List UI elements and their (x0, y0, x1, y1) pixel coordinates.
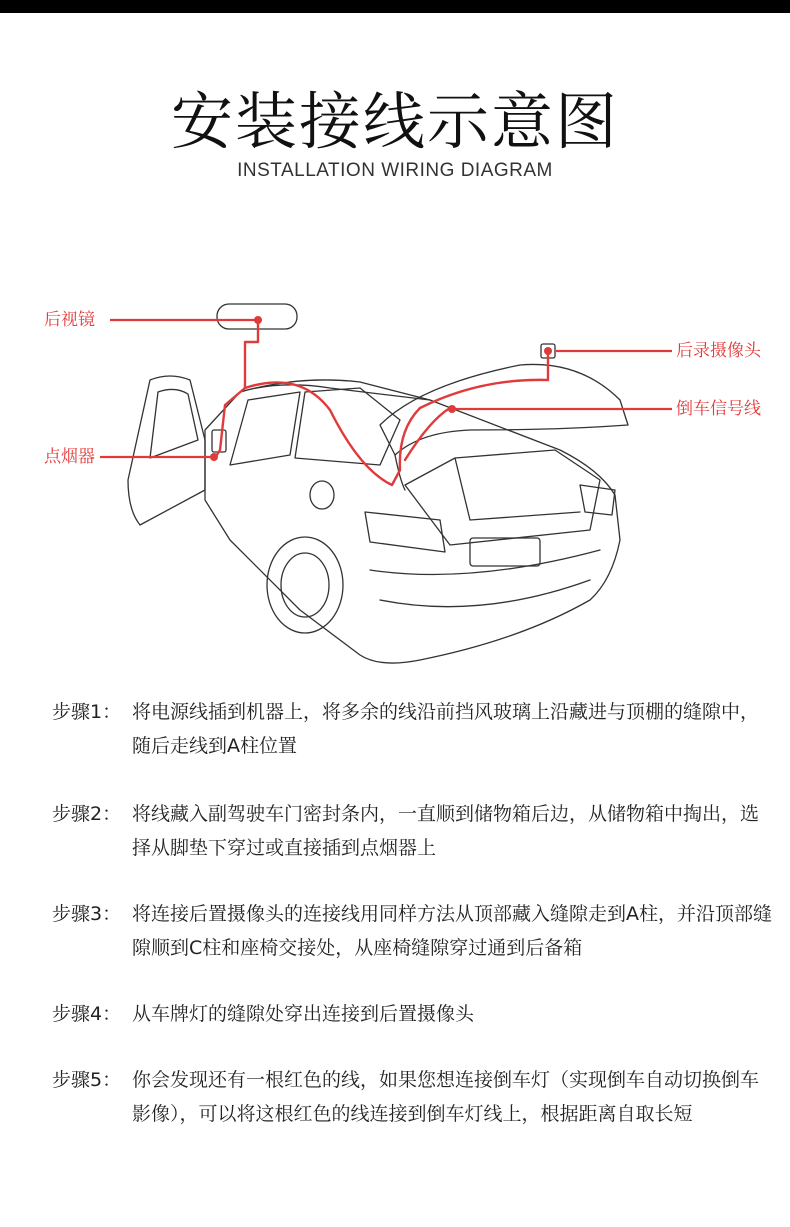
step-number: 步骤3： (52, 903, 122, 925)
step-number: 步骤2： (52, 803, 122, 825)
label-cigarette-lighter: 点烟器 (44, 447, 95, 467)
rear-wheel (267, 537, 343, 633)
step-number: 步骤1： (52, 701, 122, 723)
wire-main (215, 318, 258, 458)
step-number: 步骤4： (52, 1003, 122, 1025)
front-door (128, 376, 205, 525)
label-rear-camera: 后录摄像头 (676, 341, 761, 361)
label-rearview-mirror: 后视镜 (44, 310, 95, 330)
step-text: 将线藏入副驾驶车门密封条内，一直顺到储物箱后边，从储物箱中掏出，选择从脚垫下穿过或直接插到点烟器上 (132, 803, 760, 859)
wiring-diagram (0, 280, 790, 680)
wire-reverse (405, 408, 450, 460)
step-text: 将连接后置摄像头的连接线用同样方法从顶部藏入缝隙走到A柱，并沿顶部缝隙顺到C柱和座椅交接处，从座椅缝隙穿过通到后备箱 (132, 903, 772, 959)
label-reverse-signal: 倒车信号线 (676, 399, 761, 419)
step-text: 将电源线插到机器上，将多余的线沿前挡风玻璃上沿藏进与顶棚的缝隙中，随后走线到A柱位置 (132, 701, 760, 757)
car-body (205, 385, 620, 663)
step-text: 你会发现还有一根红色的线，如果您想连接倒车灯（实现倒车自动切换倒车影像），可以将这根红色的线连接到倒车灯线上，根据距离自取长短 (132, 1069, 760, 1125)
step-number: 步骤5： (52, 1069, 122, 1091)
car-illustration (0, 280, 790, 680)
top-bar (0, 0, 790, 13)
step-text: 从车牌灯的缝隙处穿出连接到后置摄像头 (132, 1003, 475, 1025)
tail-light (365, 512, 445, 552)
page-subtitle: INSTALLATION WIRING DIAGRAM (237, 160, 553, 181)
page-title: 安装接线示意图 (170, 85, 619, 158)
trunk-opening (405, 450, 600, 545)
